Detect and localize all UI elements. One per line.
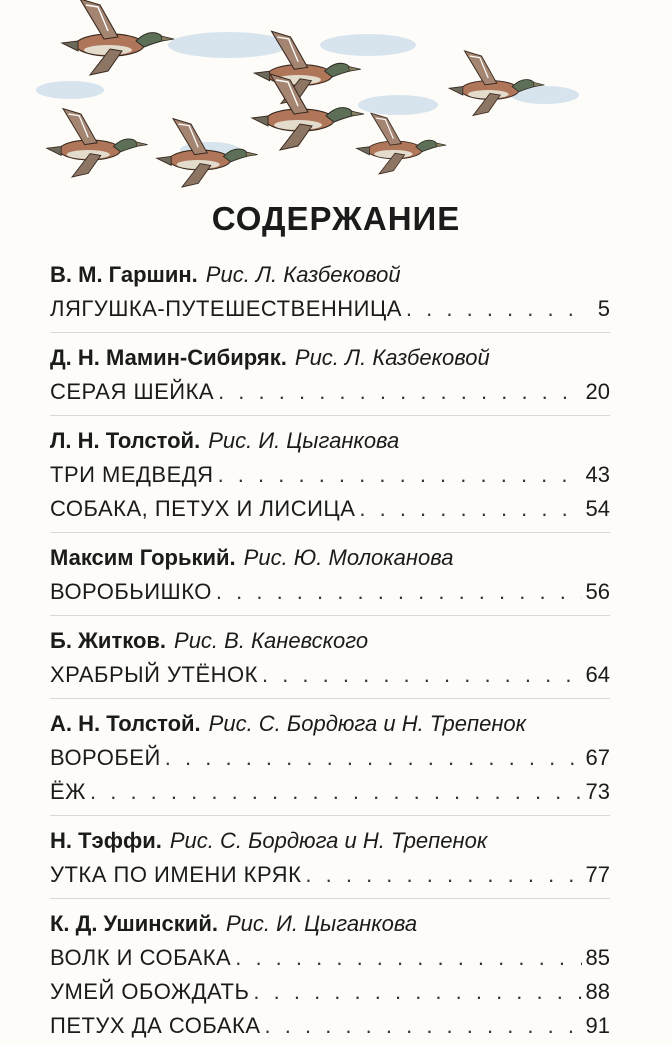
illustrator-credit: Рис. Л. Казбековой (205, 262, 401, 287)
leader-dots (406, 292, 582, 326)
page-number: 54 (585, 496, 610, 521)
page-number: 77 (585, 862, 610, 887)
divider (50, 898, 610, 899)
toc-entry[interactable] (50, 492, 610, 526)
page-number: 20 (585, 379, 610, 404)
toc-section (50, 624, 610, 692)
entry-title: УТКА ПО ИМЕНИ КРЯК (50, 862, 302, 887)
toc-section (50, 707, 610, 809)
entry-title: СОБАКА, ПЕТУХ И ЛИСИЦА (50, 496, 356, 521)
toc-entry[interactable] (50, 775, 610, 809)
leader-dots (262, 658, 582, 692)
illustrator-credit: Рис. И. Цыганкова (225, 911, 418, 936)
author-name: Н. Тэффи. (50, 828, 162, 853)
toc-entry[interactable] (50, 658, 610, 692)
leader-dots (305, 858, 581, 892)
entry-title: ЛЯГУШКА-ПУТЕШЕСТВЕННИЦА (50, 296, 402, 321)
leader-dots (90, 775, 582, 809)
toc-entry[interactable] (50, 458, 610, 492)
divider (50, 698, 610, 699)
table-of-contents (50, 258, 610, 1043)
author-name: Л. Н. Толстой. (50, 428, 201, 453)
author-name: В. М. Гаршин. (50, 262, 198, 287)
page-number: 85 (585, 945, 610, 970)
toc-entry[interactable] (50, 575, 610, 609)
toc-section (50, 541, 610, 609)
author-name: К. Д. Ушинский. (50, 911, 218, 936)
leader-dots (216, 575, 582, 609)
leader-dots (359, 492, 581, 526)
entry-title: ВОРОБЬИШКО (50, 579, 212, 604)
toc-section (50, 424, 610, 526)
divider (50, 815, 610, 816)
page-number: 64 (585, 662, 610, 687)
leader-dots (218, 458, 582, 492)
toc-section (50, 341, 610, 409)
author-name: Б. Житков. (50, 628, 167, 653)
author-name: А. Н. Толстой. (50, 711, 201, 736)
toc-entry[interactable] (50, 375, 610, 409)
toc-entry[interactable] (50, 741, 610, 775)
entry-title: ЁЖ (50, 779, 86, 804)
toc-section (50, 258, 610, 326)
illustrator-credit: Рис. И. Цыганкова (208, 428, 400, 453)
leader-dots (235, 941, 581, 975)
entry-title: ВОЛК И СОБАКА (50, 945, 232, 970)
divider (50, 415, 610, 416)
entry-title: ХРАБРЫЙ УТЁНОК (50, 662, 258, 687)
toc-entry[interactable] (50, 858, 610, 892)
divider (50, 615, 610, 616)
illustrator-credit: Рис. Л. Казбековой (294, 345, 490, 370)
page-number: 88 (585, 979, 610, 1004)
toc-entry[interactable] (50, 975, 610, 1009)
entry-title: ВОРОБЕЙ (50, 745, 161, 770)
divider (50, 332, 610, 333)
page-number: 43 (585, 462, 610, 487)
entry-title: ТРИ МЕДВЕДЯ (50, 462, 214, 487)
page-number: 67 (585, 745, 610, 770)
page-number: 56 (585, 579, 610, 604)
illustrator-credit: Рис. С. Бордюга и Н. Трепенок (208, 711, 527, 736)
page-title: СОДЕРЖАНИЕ (211, 200, 461, 237)
leader-dots (165, 741, 582, 775)
toc-section (50, 907, 610, 1043)
entry-title: ПЕТУХ ДА СОБАКА (50, 1013, 261, 1038)
toc-entry[interactable] (50, 292, 610, 326)
leader-dots (253, 975, 581, 1009)
author-name: Д. Н. Мамин-Сибиряк. (50, 345, 287, 370)
page-number: 5 (597, 296, 610, 321)
flying-ducks-illustration (0, 0, 672, 200)
entry-title: СЕРАЯ ШЕЙКА (50, 379, 215, 404)
entry-title: УМЕЙ ОБОЖДАТЬ (50, 979, 250, 1004)
page-number: 73 (585, 779, 610, 804)
illustrator-credit: Рис. В. Каневского (174, 628, 369, 653)
divider (50, 532, 610, 533)
leader-dots (218, 375, 581, 409)
page-number: 91 (585, 1013, 610, 1038)
author-name: Максим Горький. (50, 545, 236, 570)
toc-entry[interactable] (50, 1009, 610, 1043)
leader-dots (265, 1009, 582, 1043)
illustrator-credit: Рис. С. Бордюга и Н. Трепенок (169, 828, 488, 853)
illustrator-credit: Рис. Ю. Молоканова (243, 545, 454, 570)
toc-section (50, 824, 610, 892)
toc-entry[interactable] (50, 941, 610, 975)
